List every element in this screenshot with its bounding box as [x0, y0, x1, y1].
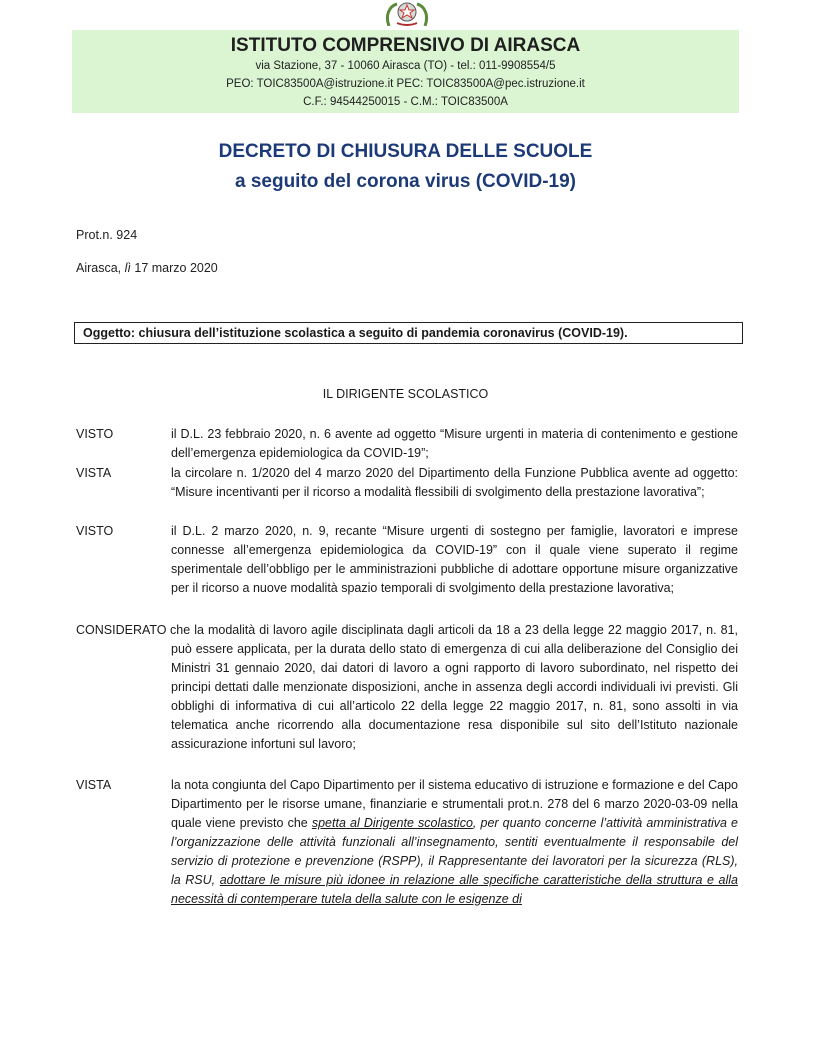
recital-item: [76, 425, 738, 463]
recital-text: il D.L. 2 marzo 2020, n. 9, recante “Misure urgenti di sostegno per famiglie, lavoratori e imprese connesse all’emergenza epidemiologica da COVID-19” con il quale viene superato il regime sperimentale dell’obbligo per le amministrazioni pubbliche di adottare opportune misure organizzative per il ricorso a nuove modalità spazio temporali di svolgimento della prestazione lavorativa;: [171, 524, 738, 595]
recital-text: [171, 776, 738, 909]
school-address: via Stazione, 37 - 10060 Airasca (TO) - tel.: 011-9908554/5: [255, 60, 556, 72]
underlined-passage: adottare le misure più idonee in relazione alle specifiche caratteristiche della struttura e alla necessità di contemperare tutela della salute con le esigenze di: [171, 873, 738, 906]
republic-emblem-icon: [381, 0, 433, 26]
school-header: [72, 30, 739, 113]
recital-text: la circolare n. 1/2020 del 4 marzo 2020 del Dipartimento della Funzione Pubblica avente ad oggetto: “Misure incentivanti per il ricorso a modalità flessibili di svolgimento della prestazione lavorativa”;: [171, 466, 738, 499]
recital-label: VISTO: [76, 427, 114, 441]
section-heading: IL DIRIGENTE SCOLASTICO: [322, 387, 489, 401]
subject-box: Oggetto: chiusura dell’istituzione scolastica a seguito di pandemia coronavirus (COVID-19).: [74, 322, 743, 344]
date-value: 17 marzo 2020: [134, 261, 218, 275]
date-li: lì: [124, 261, 131, 275]
school-codes: C.F.: 94544250015 - C.M.: TOIC83500A: [303, 96, 508, 108]
italic-passage: , per quanto concerne l’attività amministrativa e l’organizzazione delle attività funzionali all’insegnamento, sentiti eventualmente il responsabile del servizio di protezione e prevenzione (RSPP), il Rappresentante dei lavoratori per la sicurezza (RLS), la RSU,: [171, 816, 739, 887]
date-place: Airasca,: [76, 261, 122, 275]
recital-item: [76, 776, 738, 909]
decree-title: DECRETO DI CHIUSURA DELLE SCUOLE: [218, 141, 593, 162]
document-date: [76, 261, 218, 275]
recital-label: VISTA: [76, 466, 112, 480]
recital-text-plain: la nota congiunta del Capo Dipartimento per il sistema educativo di istruzione e formazione e del Capo Dipartimento per le risorse umane, finanziarie e strumentali prot.n. 278 del 6 marzo 2020-03-09 nella quale viene previsto che: [171, 778, 738, 830]
protocol-number: Prot.n. 924: [76, 228, 138, 242]
recital-text: che la modalità di lavoro agile disciplinata dagli articoli da 18 a 23 della legge 22 maggio 2017, n. 81, può essere applicata, per la durata dello stato di emergenza di cui alla deliberazione del Consiglio dei Ministri 31 gennaio 2020, dai datori di lavoro a ogni rapporto di lavoro subordinato, nel rispetto dei principi dettati dalle menzionate disposizioni, anche in assenza degli accordi individuali ivi previsti. Gli obblighi di informativa di cui all’articolo 22 della legge 22 maggio 2017, n. 81, sono assolti in via telematica anche ricorrendo alla documentazione resa disponibile sul sito dell’Istituto nazionale assicurazione infortuni sul lavoro;: [170, 623, 738, 751]
underlined-passage: spetta al Dirigente scolastico: [311, 816, 473, 830]
recital-item: [76, 621, 738, 754]
school-emails: PEO: TOIC83500A@istruzione.it PEC: TOIC83500A@pec.istruzione.it: [226, 78, 585, 90]
recital-label: VISTA: [76, 778, 112, 792]
recital-label: VISTO: [76, 524, 114, 538]
school-name: ISTITUTO COMPRENSIVO DI AIRASCA: [230, 35, 581, 56]
recital-label: CONSIDERATO: [76, 623, 167, 637]
recital-item: [76, 522, 738, 598]
recital-item: [76, 464, 738, 502]
decree-subtitle: a seguito del corona virus (COVID-19): [234, 171, 577, 192]
recital-text: il D.L. 23 febbraio 2020, n. 6 avente ad oggetto “Misure urgenti in materia di contenimento e gestione dell’emergenza epidemiologica da COVID-19”;: [171, 427, 738, 460]
